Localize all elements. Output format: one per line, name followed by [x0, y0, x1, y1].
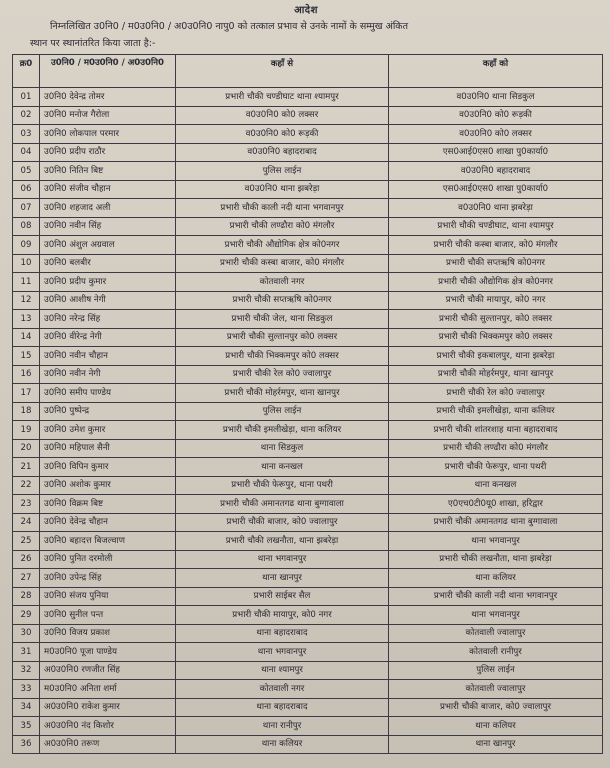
cell-to: थाना भगवानपुर: [389, 606, 603, 625]
cell-from: कोतवाली नगर: [176, 680, 389, 699]
table-row: [13, 550, 603, 569]
cell-from: व0उ0नि0 बहादराबाद: [176, 143, 389, 162]
cell-officer-name: उ0नि0 देवेन्द्र तोमर: [40, 88, 176, 107]
cell-from: थाना कलियर: [176, 735, 389, 754]
cell-to: प्रभारी चौकी मायापुर, को0 नगर: [389, 291, 603, 310]
cell-from: थाना रानीपुर: [176, 717, 389, 736]
cell-from: थाना कनखल: [176, 458, 389, 477]
cell-officer-name: उ0नि0 समीप पाण्डेय: [40, 384, 176, 403]
cell-to: प्रभारी चौकी लखनौता, थाना झबरेड़ा: [389, 550, 603, 569]
cell-serial: 33: [13, 680, 40, 699]
cell-serial: 36: [13, 735, 40, 754]
table-row: [13, 180, 603, 199]
cell-serial: 03: [13, 125, 40, 144]
cell-from: प्रभारी साईबर सैल: [176, 587, 389, 606]
cell-to: व0उ0नि0 को0 रूड़की: [389, 106, 603, 125]
cell-to: कोतवाली रानीपुर: [389, 643, 603, 662]
cell-serial: 24: [13, 513, 40, 532]
cell-from: प्रभारी चौकी लण्ढौरा को0 मंगलौर: [176, 217, 389, 236]
cell-to: प्रभारी चौकी मोहर्रमपुर, थाना खानपुर: [389, 365, 603, 384]
table-row: [13, 643, 603, 662]
cell-serial: 04: [13, 143, 40, 162]
cell-from: थाना भगवानपुर: [176, 550, 389, 569]
cell-serial: 30: [13, 624, 40, 643]
table-row: [13, 513, 603, 532]
table-row: [13, 717, 603, 736]
cell-to: प्रभारी चौकी इकबालपुर, थाना झबरेड़ा: [389, 347, 603, 366]
cell-officer-name: उ0नि0 सुनील पन्त: [40, 606, 176, 625]
cell-from: प्रभारी चौकी इमलीखेड़ा, थाना कलियर: [176, 421, 389, 440]
table-row: [13, 532, 603, 551]
column-header-officer: उ0नि0 / म0उ0नि0 / अ0उ0नि0: [40, 55, 176, 88]
cell-from: प्रभारी चौकी भिक्कमपुर को0 लक्सर: [176, 347, 389, 366]
cell-officer-name: उ0नि0 संजीव चौहान: [40, 180, 176, 199]
cell-to: प्रभारी चौकी सप्तऋषि को0नगर: [389, 254, 603, 273]
table-row: [13, 199, 603, 218]
table-row: [13, 162, 603, 181]
cell-officer-name: उ0नि0 नवीन चौहान: [40, 347, 176, 366]
table-row: [13, 254, 603, 273]
cell-officer-name: उ0नि0 विपिन कुमार: [40, 458, 176, 477]
cell-from: थाना सिडकुल: [176, 439, 389, 458]
cell-serial: 29: [13, 606, 40, 625]
table-row: [13, 569, 603, 588]
cell-serial: 15: [13, 347, 40, 366]
cell-serial: 18: [13, 402, 40, 421]
cell-officer-name: उ0नि0 मनोज गैरोला: [40, 106, 176, 125]
cell-serial: 20: [13, 439, 40, 458]
cell-to: प्रभारी चौकी अमानतगढ थाना बुग्गावाला: [389, 513, 603, 532]
table-header-row: [13, 55, 603, 88]
table-row: [13, 421, 603, 440]
table-row: [13, 365, 603, 384]
cell-to: प्रभारी चौकी सुल्तानपुर, को0 लक्सर: [389, 310, 603, 329]
cell-from: प्रभारी चौकी काली नदी थाना भगवानपुर: [176, 199, 389, 218]
cell-officer-name: उ0नि0 नवीन सिंह: [40, 217, 176, 236]
cell-officer-name: अ0उ0नि0 रणजीत सिंह: [40, 661, 176, 680]
cell-serial: 21: [13, 458, 40, 477]
cell-to: प्रभारी चौकी औद्योगिक क्षेत्र को0नगर: [389, 273, 603, 292]
cell-serial: 01: [13, 88, 40, 107]
order-intro: [12, 18, 600, 54]
cell-serial: 06: [13, 180, 40, 199]
cell-from: व0उ0नि0 को0 रूड़की: [176, 125, 389, 144]
cell-officer-name: अ0उ0नि0 नंद किशोर: [40, 717, 176, 736]
cell-serial: 14: [13, 328, 40, 347]
cell-serial: 26: [13, 550, 40, 569]
cell-to: प्रभारी चौकी रेल को0 ज्वालापुर: [389, 384, 603, 403]
cell-serial: 13: [13, 310, 40, 329]
cell-to: व0उ0नि0 को0 लक्सर: [389, 125, 603, 144]
cell-to: प्रभारी चौकी शांतरशाह थाना बहादराबाद: [389, 421, 603, 440]
table-body: [13, 88, 603, 754]
table-row: [13, 439, 603, 458]
cell-officer-name: उ0नि0 शहजाद अली: [40, 199, 176, 218]
cell-from: प्रभारी चौकी बाजार, को0 ज्वालापुर: [176, 513, 389, 532]
cell-officer-name: अ0उ0नि0 राकेश कुमार: [40, 698, 176, 717]
column-header-to: कहाँ को: [389, 55, 603, 88]
cell-officer-name: उ0नि0 लोकपाल परमार: [40, 125, 176, 144]
cell-from: प्रभारी चौकी कस्बा बाजार, को0 मंगलौर: [176, 254, 389, 273]
cell-officer-name: उ0नि0 अशोक कुमार: [40, 476, 176, 495]
cell-to: एस0आई0एस0 शाखा पु0कार्या0: [389, 143, 603, 162]
cell-from: थाना श्यामपुर: [176, 661, 389, 680]
table-row: [13, 106, 603, 125]
cell-to: कोतवाली ज्वालापुर: [389, 680, 603, 699]
cell-officer-name: उ0नि0 उपेन्द्र सिंह: [40, 569, 176, 588]
cell-serial: 23: [13, 495, 40, 514]
cell-officer-name: उ0नि0 महिपाल सैनी: [40, 439, 176, 458]
cell-officer-name: उ0नि0 संजय पुनिया: [40, 587, 176, 606]
cell-serial: 09: [13, 236, 40, 255]
cell-to: प्रभारी चौकी कस्बा बाजार, को0 मंगलौर: [389, 236, 603, 255]
cell-to: व0उ0नि0 बहादराबाद: [389, 162, 603, 181]
cell-serial: 16: [13, 365, 40, 384]
cell-from: प्रभारी चौकी लखनौता, थाना झबरेड़ा: [176, 532, 389, 551]
cell-serial: 25: [13, 532, 40, 551]
column-header-serial: क्र0: [13, 55, 40, 88]
order-title: आदेश: [294, 5, 318, 16]
cell-serial: 34: [13, 698, 40, 717]
cell-from: थाना भगवानपुर: [176, 643, 389, 662]
cell-serial: 11: [13, 273, 40, 292]
cell-officer-name: उ0नि0 देवेन्द्र चौहान: [40, 513, 176, 532]
transfer-table: [12, 54, 603, 754]
cell-from: प्रभारी चौकी मोहर्रमपुर, थाना खानपुर: [176, 384, 389, 403]
cell-officer-name: उ0नि0 नरेन्द्र सिंह: [40, 310, 176, 329]
cell-to: कोतवाली ज्वालापुर: [389, 624, 603, 643]
cell-serial: 17: [13, 384, 40, 403]
cell-to: ए0एच0टी0यू0 शाखा, हरिद्वार: [389, 495, 603, 514]
cell-to: प्रभारी चौकी लण्ढौरा को0 मंगलौर: [389, 439, 603, 458]
cell-officer-name: उ0नि0 वीरेन्द्र नेगी: [40, 328, 176, 347]
cell-to: व0उ0नि0 थाना झबरेड़ा: [389, 199, 603, 218]
cell-to: थाना कलियर: [389, 717, 603, 736]
table-row: [13, 310, 603, 329]
cell-serial: 27: [13, 569, 40, 588]
cell-to: थाना कनखल: [389, 476, 603, 495]
cell-officer-name: उ0नि0 विक्रम बिष्ट: [40, 495, 176, 514]
cell-officer-name: म0उ0नि0 अनिता शर्मा: [40, 680, 176, 699]
cell-serial: 02: [13, 106, 40, 125]
column-header-from: कहाँ से: [176, 55, 389, 88]
cell-from: थाना खानपुर: [176, 569, 389, 588]
cell-serial: 22: [13, 476, 40, 495]
cell-from: व0उ0नि0 थाना झबरेड़ा: [176, 180, 389, 199]
cell-officer-name: उ0नि0 उमेश कुमार: [40, 421, 176, 440]
table-row: [13, 273, 603, 292]
intro-line-1: निम्नलिखित उ0नि0 / म0उ0नि0 / अ0उ0नि0 नापु0 को तत्काल प्रभाव से उनके नामों के सम्मुख अंकित: [50, 21, 409, 32]
cell-from: प्रभारी चौकी सुल्तानपुर को0 लक्सर: [176, 328, 389, 347]
cell-serial: 10: [13, 254, 40, 273]
cell-to: प्रभारी चौकी इमलीखेड़ा, थाना कलियर: [389, 402, 603, 421]
cell-from: व0उ0नि0 को0 लक्सर: [176, 106, 389, 125]
cell-officer-name: उ0नि0 नितिन बिष्ट: [40, 162, 176, 181]
cell-officer-name: म0उ0नि0 पूजा पाण्डेय: [40, 643, 176, 662]
intro-line-2: स्थान पर स्थानांतरित किया जाता है:-: [30, 38, 156, 49]
cell-serial: 08: [13, 217, 40, 236]
table-row: [13, 347, 603, 366]
cell-to: प्रभारी चौकी काली नदी थाना भगवानपुर: [389, 587, 603, 606]
cell-officer-name: उ0नि0 विजय प्रकाश: [40, 624, 176, 643]
cell-to: प्रभारी चौकी भिक्कमपुर को0 लक्सर: [389, 328, 603, 347]
cell-serial: 12: [13, 291, 40, 310]
table-row: [13, 495, 603, 514]
cell-serial: 05: [13, 162, 40, 181]
cell-officer-name: उ0नि0 आशीष नेगी: [40, 291, 176, 310]
cell-from: प्रभारी चौकी औद्योगिक क्षेत्र को0नगर: [176, 236, 389, 255]
cell-from: थाना बहादराबाद: [176, 698, 389, 717]
cell-from: कोतवाली नगर: [176, 273, 389, 292]
cell-serial: 28: [13, 587, 40, 606]
cell-from: प्रभारी चौकी सप्तऋषि को0नगर: [176, 291, 389, 310]
cell-serial: 35: [13, 717, 40, 736]
cell-to: थाना भगवानपुर: [389, 532, 603, 551]
cell-officer-name: उ0नि0 प्रदीप राठौर: [40, 143, 176, 162]
table-row: [13, 143, 603, 162]
cell-serial: 07: [13, 199, 40, 218]
cell-serial: 32: [13, 661, 40, 680]
cell-from: थाना बहादराबाद: [176, 624, 389, 643]
cell-from: प्रभारी चौकी मायापुर, को0 नगर: [176, 606, 389, 625]
table-row: [13, 236, 603, 255]
table-row: [13, 680, 603, 699]
table-row: [13, 458, 603, 477]
cell-serial: 31: [13, 643, 40, 662]
table-row: [13, 217, 603, 236]
cell-officer-name: उ0नि0 अंशुल अग्रवाल: [40, 236, 176, 255]
table-row: [13, 125, 603, 144]
cell-officer-name: उ0नि0 बलबीर: [40, 254, 176, 273]
cell-serial: 19: [13, 421, 40, 440]
cell-from: पुलिस लाईन: [176, 162, 389, 181]
cell-officer-name: उ0नि0 प्रदीप कुमार: [40, 273, 176, 292]
cell-to: व0उ0नि0 थाना सिडकुल: [389, 88, 603, 107]
cell-from: प्रभारी चौकी जेल, थाना सिडकुल: [176, 310, 389, 329]
cell-to: थाना कलियर: [389, 569, 603, 588]
cell-officer-name: उ0नि0 बहादत्त बिजल्वाण: [40, 532, 176, 551]
table-row: [13, 384, 603, 403]
cell-to: थाना खानपुर: [389, 735, 603, 754]
cell-to: पुलिस लाईन: [389, 661, 603, 680]
cell-officer-name: उ0नि0 पुनित दरमोली: [40, 550, 176, 569]
cell-officer-name: अ0उ0नि0 तरूण: [40, 735, 176, 754]
cell-from: प्रभारी चौकी चण्डीघाट थाना श्यामपुर: [176, 88, 389, 107]
cell-officer-name: उ0नि0 नवीन नेगी: [40, 365, 176, 384]
table-row: [13, 624, 603, 643]
table-row: [13, 698, 603, 717]
cell-to: प्रभारी चौकी बाजार, को0 ज्वालापुर: [389, 698, 603, 717]
cell-to: एस0आई0एस0 शाखा पु0कार्या0: [389, 180, 603, 199]
cell-to: प्रभारी चौकी चण्डीघाट, थाना श्यामपुर: [389, 217, 603, 236]
table-row: [13, 661, 603, 680]
cell-from: पुलिस लाईन: [176, 402, 389, 421]
cell-from: प्रभारी चौकी अमानतगढ थाना बुग्गावाला: [176, 495, 389, 514]
table-row: [13, 402, 603, 421]
table-row: [13, 735, 603, 754]
table-row: [13, 476, 603, 495]
cell-from: प्रभारी चौकी फेरूपुर, थाना पथरी: [176, 476, 389, 495]
table-row: [13, 587, 603, 606]
table-row: [13, 88, 603, 107]
table-row: [13, 328, 603, 347]
cell-from: प्रभारी चौकी रेल को0 ज्वालापुर: [176, 365, 389, 384]
cell-officer-name: उ0नि0 पुष्पेन्द्र: [40, 402, 176, 421]
cell-to: प्रभारी चौकी फेरूपुर, थाना पथरी: [389, 458, 603, 477]
table-row: [13, 606, 603, 625]
table-row: [13, 291, 603, 310]
